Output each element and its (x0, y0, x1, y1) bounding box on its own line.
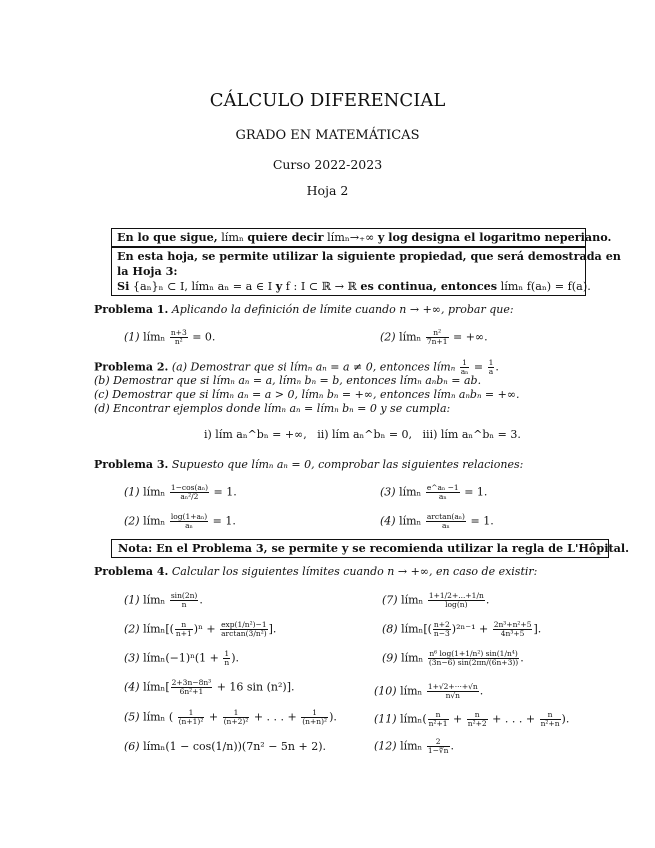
fraction: $\frac{\text{arctan(aₙ)}}{\text{aₙ}}$ (426, 512, 465, 530)
example-iii: iii) lím aₙ^bₙ = 3. (422, 428, 521, 441)
item-label: (12) (374, 739, 397, 753)
fraction: $\frac{n}{\text{n²+n}}$ (540, 710, 560, 728)
end: ). (329, 710, 337, 724)
result: = 0. (192, 330, 216, 344)
item-label: (4) (124, 680, 140, 694)
problem-2-d: (d) Encontrar ejemplos donde límₙ aₙ = límₙ bₙ = 0 y se cumpla: (94, 402, 451, 415)
problem-1-item-1 (124, 329, 215, 346)
fraction: $\frac{\text{n²}}{7n+1}$ (426, 328, 448, 346)
problem-1-item-2 (380, 329, 488, 346)
result: = 1. (213, 485, 237, 499)
fraction: $\frac{\sin(2n)}{n}$ (170, 591, 198, 609)
problem-4-statement (94, 565, 537, 579)
end: ). (561, 712, 570, 726)
box2-math3: límₙ f(aₙ) = f(a). (500, 280, 591, 293)
expr: límₙ(−1)ⁿ(1 + (143, 651, 223, 665)
fraction: $\frac{1+1/2+...+1/n}{\log(n)}$ (428, 591, 484, 609)
fraction: $\frac{\text{2+3n−8n³}}{\text{6n²+1}}$ (171, 678, 212, 696)
problem-4-item-11 (374, 711, 569, 728)
lim: límₙ (143, 330, 166, 344)
item-label: (11) (374, 712, 397, 726)
page-title: CÁLCULO DIFERENCIAL (209, 90, 446, 111)
item-label: (2) (380, 330, 396, 344)
box2-line2: la Hoja 3: (117, 264, 178, 278)
fraction: $\frac{1}{\text{(n+n)²}}$ (302, 708, 328, 726)
dots: + . . . + (492, 712, 536, 726)
result: = 1. (470, 514, 494, 528)
item-label: (3) (124, 651, 140, 665)
box1-mid: quiere decir (247, 230, 324, 244)
fraction: $\frac{1}{a}$ (488, 358, 494, 376)
item-label: (9) (382, 651, 398, 665)
end: + 16 sin (n²)]. (216, 680, 295, 694)
lim: límₙ (399, 485, 422, 499)
fraction: $\frac{1}{\text{(n+2)²}}$ (223, 708, 249, 726)
example-ii: ii) lím aₙ^bₙ = 0, (317, 428, 413, 441)
problem-2-label: Problema 2. (94, 360, 169, 374)
problem-2-d-examples (204, 428, 521, 441)
problem-3-item-1 (124, 484, 237, 501)
box2-es: es continua, entonces (360, 279, 498, 293)
fraction: $\frac{1+√2+\cdot\cdot\cdot+√n}{n√n}$ (427, 682, 478, 700)
mid: )²ⁿ⁻¹ + (451, 622, 489, 636)
lim: límₙ ( (143, 710, 174, 724)
item-label: (6) (124, 740, 140, 753)
fraction: $\frac{\text{exp(1/n²)−1}}{\text{arctan(3/n²)}}$ (221, 620, 267, 638)
lim: límₙ (400, 739, 423, 753)
fraction: $\frac{\text{log(1+aₙ)}}{\text{aₙ}}$ (170, 512, 208, 530)
fraction: $\frac{n+3}{\text{n²}}$ (170, 328, 187, 346)
problem-4-text: Calcular los siguientes límites cuando n → +∞, en caso de existir: (171, 565, 538, 578)
example-i: i) lím aₙ^bₙ = +∞, (204, 428, 307, 441)
box2-line1: En esta hoja, se permite utilizar la siguiente propiedad, que será demostrada en (117, 249, 621, 263)
end: . (485, 593, 490, 607)
box2-si: Si (117, 279, 130, 293)
problem-4-item-8 (382, 621, 541, 638)
mid: )ⁿ + (193, 622, 216, 636)
course-year: Curso 2022-2023 (272, 157, 383, 172)
degree-subtitle: GRADO EN MATEMÁTICAS (235, 128, 420, 143)
problem-2-c: (c) Demostrar que si límₙ aₙ = a > 0, límₙ bₙ = +∞, entonces límₙ aₙbₙ = +∞. (94, 388, 520, 401)
problem-1-text: Aplicando la definición de límite cuando n → +∞, probar que: (171, 303, 514, 316)
box1-pre: En lo que sigue, (117, 230, 218, 244)
plus: + (208, 710, 219, 724)
result: = 1. (464, 485, 488, 499)
problem-3-statement (94, 458, 523, 472)
definition-box (111, 228, 612, 247)
item-label: (2) (124, 622, 140, 636)
problem-3-item-2 (124, 513, 236, 530)
problem-3-text: Supuesto que límₙ aₙ = 0, comprobar las siguientes relaciones: (171, 458, 524, 471)
problem-3-label: Problema 3. (94, 458, 169, 471)
item-label: (1) (124, 330, 140, 344)
problem-2-a-text: (a) Demostrar que si límₙ aₙ = a ≠ 0, entonces límₙ (171, 360, 456, 374)
item-label: (8) (382, 622, 398, 636)
lim: límₙ[( (143, 622, 174, 636)
lim: límₙ (143, 485, 166, 499)
box1-lim: límₙ (221, 231, 244, 244)
problem-1-label: Problema 1. (94, 303, 169, 316)
result: = +∞. (453, 330, 488, 344)
fraction: $\frac{n}{n+1}$ (175, 620, 192, 638)
problem-4-item-2 (124, 621, 276, 638)
problem-2-b: (b) Demostrar que si límₙ aₙ = a, límₙ bₙ = b, entonces límₙ aₙbₙ = ab. (94, 374, 482, 387)
lim: límₙ[( (401, 622, 432, 636)
fraction: $\frac{\text{e\textasciicircum{}aₙ −1}}{\text{aₙ}}$ (426, 483, 459, 501)
plus: + (453, 712, 463, 726)
item-label: (2) (124, 514, 140, 528)
end: ]. (268, 622, 277, 636)
result: = 1. (212, 514, 236, 528)
fraction: $\frac{1}{n}$ (224, 649, 230, 667)
end: . (450, 739, 454, 753)
end: . (520, 651, 524, 665)
eq: = (473, 360, 484, 374)
lim: límₙ (143, 514, 166, 528)
problem-4-item-12 (374, 738, 454, 755)
end: . (495, 360, 499, 374)
sheet-number: Hoja 2 (306, 183, 349, 198)
end: ). (231, 651, 240, 665)
item-label: (1) (124, 485, 140, 499)
box1-mid2: y log (377, 230, 408, 244)
item-label: (10) (374, 684, 397, 698)
fraction: $\frac{\text{2n³+n²+5}}{\text{4n³+5}}$ (493, 620, 532, 638)
box1-post: designa el logaritmo neperiano. (411, 230, 612, 244)
box2-y: y (275, 279, 283, 293)
note-text: Nota: En el Problema 3, se permite y se recomienda utilizar la regla de L'Hôpital. (118, 541, 630, 555)
problem-4-item-9 (382, 650, 524, 667)
dots: + . . . + (253, 710, 297, 724)
problem-3-item-3 (380, 484, 487, 501)
lim: límₙ( (400, 712, 427, 726)
lim: límₙ (401, 651, 424, 665)
lim: límₙ[ (143, 680, 170, 694)
fraction: $\frac{\text{1−cos(aₙ)}}{\text{aₙ²/2}}$ (170, 483, 209, 501)
problem-4-item-3 (124, 650, 239, 667)
problem-4-item-1 (124, 592, 203, 609)
lim: límₙ (399, 330, 422, 344)
problem-3-item-4 (380, 513, 494, 530)
item-label: (4) (380, 514, 396, 528)
lim: límₙ (399, 514, 422, 528)
fraction: $\frac{1}{\text{(n+1)²}}$ (178, 708, 204, 726)
lim: límₙ (143, 593, 166, 607)
item-label: (1) (124, 593, 140, 607)
problem-1-statement (94, 303, 514, 317)
problem-4-item-6 (124, 740, 326, 753)
end: . (199, 593, 203, 607)
item-label: (3) (380, 485, 396, 499)
item-label: (5) (124, 710, 140, 724)
box2-math2: f : I ⊂ ℝ → ℝ (285, 280, 357, 293)
fraction: $\frac{n+2}{n-3}$ (433, 620, 450, 638)
fraction: $\frac{1}{\text{aₙ}}$ (460, 358, 469, 376)
fraction: $\frac{\text{n⁶ log(1+1/n²) sin(1/n⁴)}}{(3n-6) \sin(2\pi n/(6n+3))}$ (428, 649, 519, 667)
fraction: $\frac{n}{\text{n²+2}}$ (467, 710, 487, 728)
lim: límₙ (400, 684, 423, 698)
fraction: $\frac{n}{\text{n²+1}}$ (428, 710, 448, 728)
property-box (111, 247, 621, 296)
fraction: $\frac{2}{1-∜n}$ (427, 737, 449, 755)
lim: límₙ (401, 593, 424, 607)
box1-lim2: límₙ→₊∞ (327, 231, 375, 244)
problem-4-item-10 (374, 683, 483, 700)
expr: límₙ(1 − cos(1/n))(7n² − 5n + 2). (143, 740, 326, 753)
item-label: (7) (382, 593, 398, 607)
problem-4-item-4 (124, 679, 295, 696)
problem-4-item-5 (124, 709, 337, 726)
lhopital-note (111, 539, 630, 558)
box2-math1: {aₙ}ₙ ⊂ I, límₙ aₙ = a ∈ I (132, 280, 273, 293)
problem-4-label: Problema 4. (94, 565, 169, 578)
end: . (479, 684, 484, 698)
problem-4-item-7 (382, 592, 489, 609)
end: ]. (533, 622, 542, 636)
